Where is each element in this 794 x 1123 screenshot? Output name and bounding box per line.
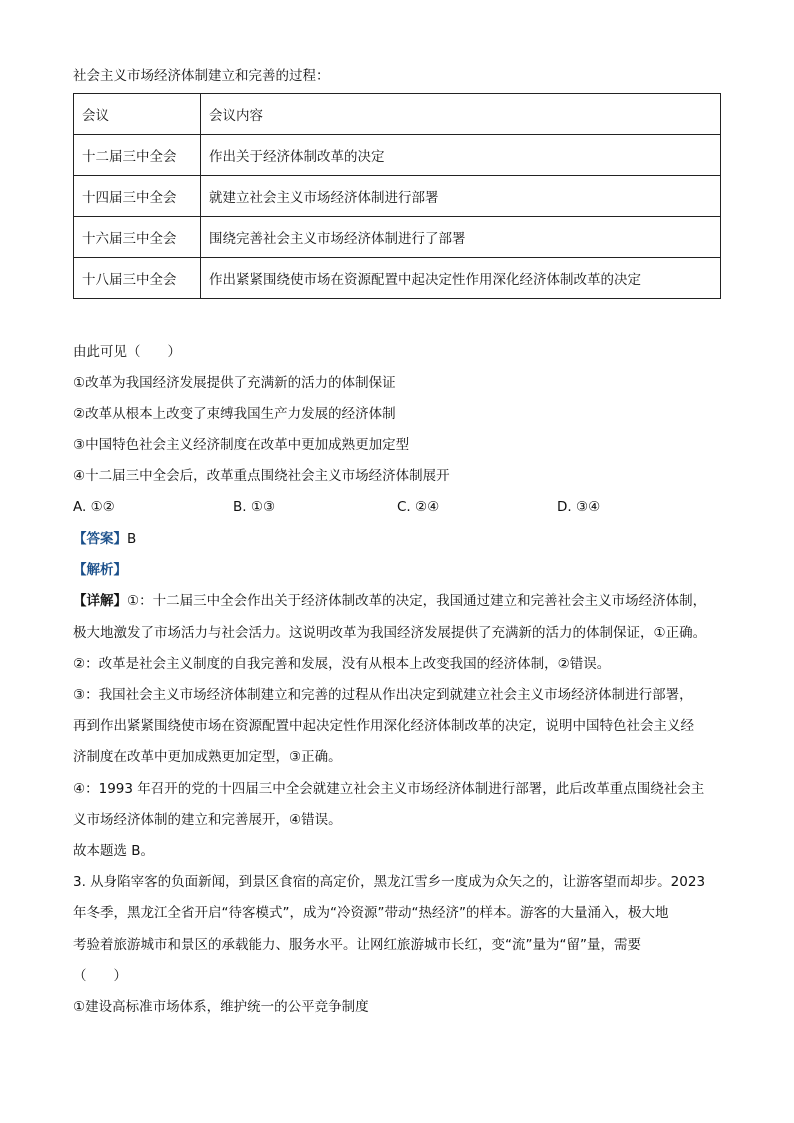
intro-text: 社会主义市场经济体制建立和完善的过程： (73, 68, 330, 84)
table-cell: 就建立社会主义市场经济体制进行部署 (201, 176, 721, 217)
statement-3: ③中国特色社会主义经济制度在改革中更加成熟更加定型 (73, 437, 410, 453)
q3-line-1: 3. 从身陷宰客的负面新闻，到景区食宿的高定价，黑龙江雪乡一度成为众矢之的，让游客望而却步。2023 (73, 874, 706, 890)
statement-2: ②改革从根本上改变了束缚我国生产力发展的经济体制 (73, 406, 396, 422)
answer-value: B (127, 531, 137, 547)
detail-line-2: 极大地激发了市场活力与社会活力。这说明改革为我国经济发展提供了充满新的活力的体制保证，①正确。 (73, 625, 707, 641)
detail-line-4: ③：我国社会主义市场经济体制建立和完善的过程从作出决定到就建立社会主义市场经济体制进行部署， (73, 687, 693, 703)
statement-1: ①改革为我国经济发展提供了充满新的活力的体制保证 (73, 375, 396, 391)
option-d: D. ③④ (557, 499, 601, 515)
analysis-tag: 【解析】 (73, 562, 127, 578)
table-row (74, 217, 721, 258)
option-c: C. ②④ (397, 499, 440, 515)
question-stem: 由此可见（ ） (73, 344, 181, 360)
detail-tag: 【详解】 (73, 593, 127, 609)
table-cell: 十六届三中全会 (74, 217, 201, 258)
table-cell: 围绕完善社会主义市场经济体制进行了部署 (201, 217, 721, 258)
detail-line-5: 再到作出紧紧围绕使市场在资源配置中起决定性作用深化经济体制改革的决定，说明中国特色社会主义经 (73, 718, 694, 734)
option-b: B. ①③ (233, 499, 276, 515)
table-cell: 作出紧紧围绕使市场在资源配置中起决定性作用深化经济体制改革的决定 (201, 258, 721, 299)
meetings-table (73, 93, 721, 299)
answer-line (73, 530, 136, 548)
detail-line-6: 济制度在改革中更加成熟更加定型，③正确。 (73, 749, 342, 765)
detail-line-3: ②：改革是社会主义制度的自我完善和发展，没有从根本上改变我国的经济体制，②错误。 (73, 656, 611, 672)
table-row (74, 176, 721, 217)
q3-line-3: 考验着旅游城市和景区的承载能力、服务水平。让网红旅游城市长红，变“流”量为“留”量，需要 (73, 937, 641, 953)
statement-4: ④十二届三中全会后，改革重点围绕社会主义市场经济体制展开 (73, 468, 450, 484)
detail-line-8: 义市场经济体制的建立和完善展开，④错误。 (73, 812, 342, 828)
q3-bracket: （ ） (73, 968, 127, 984)
option-a: A. ①② (73, 499, 115, 515)
table-cell: 十八届三中全会 (74, 258, 201, 299)
conclusion-line: 故本题选 B。 (73, 843, 155, 859)
answer-tag: 【答案】 (73, 531, 127, 547)
table-header-cell: 会议内容 (201, 94, 721, 135)
q3-statement-1: ①建设高标准市场体系，维护统一的公平竞争制度 (73, 999, 369, 1015)
table-row (74, 135, 721, 176)
table-row (74, 258, 721, 299)
table-cell: 作出关于经济体制改革的决定 (201, 135, 721, 176)
table-header-cell: 会议 (74, 94, 201, 135)
detail-line-1 (73, 592, 706, 610)
table-header-row (74, 94, 721, 135)
q3-line-2: 年冬季，黑龙江全省开启“待客模式”，成为“冷资源”带动“热经济”的样本。游客的大量涌入，极大地 (73, 905, 669, 921)
table-cell: 十二届三中全会 (74, 135, 201, 176)
detail-text: ①：十二届三中全会作出关于经济体制改革的决定，我国通过建立和完善社会主义市场经济体制， (127, 593, 707, 609)
analysis-line (73, 561, 127, 579)
table-cell: 十四届三中全会 (74, 176, 201, 217)
detail-line-7: ④：1993 年召开的党的十四届三中全会就建立社会主义市场经济体制进行部署，此后改革重点围绕社会主 (73, 781, 705, 797)
